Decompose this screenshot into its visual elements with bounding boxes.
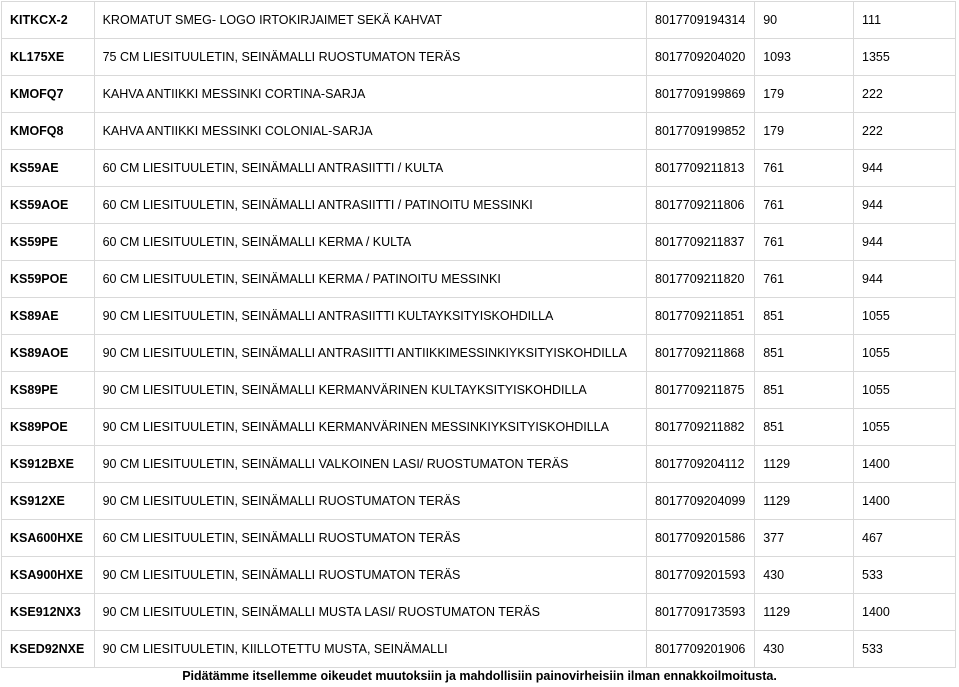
price-excl-vat: 851 bbox=[755, 372, 854, 409]
ean-code: 8017709211806 bbox=[647, 187, 755, 224]
price-incl-vat: 944 bbox=[854, 261, 956, 298]
product-description: 90 CM LIESITUULETIN, SEINÄMALLI MUSTA LASI/ RUOSTUMATON TERÄS bbox=[94, 594, 646, 631]
price-excl-vat: 761 bbox=[755, 150, 854, 187]
price-incl-vat: 533 bbox=[854, 631, 956, 668]
disclaimer-footer: Pidätämme itsellemme oikeudet muutoksiin ja mahdollisiin painovirheisiin ilman ennakkoilmoitusta. bbox=[182, 669, 777, 683]
ean-code: 8017709204112 bbox=[647, 446, 755, 483]
price-incl-vat: 533 bbox=[854, 557, 956, 594]
price-incl-vat: 111 bbox=[854, 2, 956, 39]
product-description: KAHVA ANTIIKKI MESSINKI CORTINA-SARJA bbox=[94, 76, 646, 113]
ean-code: 8017709194314 bbox=[647, 2, 755, 39]
table-row bbox=[2, 150, 956, 187]
price-excl-vat: 179 bbox=[755, 76, 854, 113]
product-description: 90 CM LIESITUULETIN, SEINÄMALLI RUOSTUMATON TERÄS bbox=[94, 557, 646, 594]
product-code: KL175XE bbox=[2, 39, 95, 76]
product-code: KS89PE bbox=[2, 372, 95, 409]
product-code: KS89AE bbox=[2, 298, 95, 335]
product-code: KSE912NX3 bbox=[2, 594, 95, 631]
product-code: KSED92NXE bbox=[2, 631, 95, 668]
price-excl-vat: 761 bbox=[755, 261, 854, 298]
table-row bbox=[2, 372, 956, 409]
product-code: KS912BXE bbox=[2, 446, 95, 483]
table-row bbox=[2, 2, 956, 39]
price-excl-vat: 430 bbox=[755, 631, 854, 668]
price-incl-vat: 1055 bbox=[854, 335, 956, 372]
price-table bbox=[1, 1, 956, 668]
product-code: KMOFQ7 bbox=[2, 76, 95, 113]
price-excl-vat: 851 bbox=[755, 409, 854, 446]
price-excl-vat: 1129 bbox=[755, 446, 854, 483]
ean-code: 8017709211868 bbox=[647, 335, 755, 372]
product-description: 90 CM LIESITUULETIN, SEINÄMALLI RUOSTUMATON TERÄS bbox=[94, 483, 646, 520]
product-code: KS59POE bbox=[2, 261, 95, 298]
product-code: KS89AOE bbox=[2, 335, 95, 372]
ean-code: 8017709211851 bbox=[647, 298, 755, 335]
product-code: KSA900HXE bbox=[2, 557, 95, 594]
price-incl-vat: 467 bbox=[854, 520, 956, 557]
product-description: 60 CM LIESITUULETIN, SEINÄMALLI KERMA / KULTA bbox=[94, 224, 646, 261]
table-row bbox=[2, 335, 956, 372]
product-description: 90 CM LIESITUULETIN, SEINÄMALLI ANTRASIITTI ANTIIKKIMESSINKIYKSITYISKOHDILLA bbox=[94, 335, 646, 372]
price-excl-vat: 1129 bbox=[755, 594, 854, 631]
product-code: KS59AOE bbox=[2, 187, 95, 224]
ean-code: 8017709211837 bbox=[647, 224, 755, 261]
table-row bbox=[2, 483, 956, 520]
price-incl-vat: 222 bbox=[854, 76, 956, 113]
price-excl-vat: 761 bbox=[755, 187, 854, 224]
price-incl-vat: 1055 bbox=[854, 409, 956, 446]
product-description: 90 CM LIESITUULETIN, SEINÄMALLI ANTRASIITTI KULTAYKSITYISKOHDILLA bbox=[94, 298, 646, 335]
table-row bbox=[2, 76, 956, 113]
table-row bbox=[2, 409, 956, 446]
product-description: 90 CM LIESITUULETIN, SEINÄMALLI KERMANVÄRINEN KULTAYKSITYISKOHDILLA bbox=[94, 372, 646, 409]
table-row bbox=[2, 520, 956, 557]
ean-code: 8017709211882 bbox=[647, 409, 755, 446]
price-excl-vat: 90 bbox=[755, 2, 854, 39]
ean-code: 8017709199852 bbox=[647, 113, 755, 150]
ean-code: 8017709201593 bbox=[647, 557, 755, 594]
product-code: KMOFQ8 bbox=[2, 113, 95, 150]
product-description: 60 CM LIESITUULETIN, SEINÄMALLI ANTRASIITTI / PATINOITU MESSINKI bbox=[94, 187, 646, 224]
price-excl-vat: 851 bbox=[755, 335, 854, 372]
table-row bbox=[2, 446, 956, 483]
table-row bbox=[2, 594, 956, 631]
price-incl-vat: 1055 bbox=[854, 298, 956, 335]
product-description: 90 CM LIESITUULETIN, KIILLOTETTU MUSTA, SEINÄMALLI bbox=[94, 631, 646, 668]
ean-code: 8017709201586 bbox=[647, 520, 755, 557]
price-incl-vat: 944 bbox=[854, 150, 956, 187]
ean-code: 8017709173593 bbox=[647, 594, 755, 631]
table-row bbox=[2, 113, 956, 150]
price-incl-vat: 222 bbox=[854, 113, 956, 150]
price-excl-vat: 430 bbox=[755, 557, 854, 594]
product-code: KSA600HXE bbox=[2, 520, 95, 557]
price-incl-vat: 1400 bbox=[854, 446, 956, 483]
price-excl-vat: 179 bbox=[755, 113, 854, 150]
product-description: 90 CM LIESITUULETIN, SEINÄMALLI KERMANVÄRINEN MESSINKIYKSITYISKOHDILLA bbox=[94, 409, 646, 446]
table-row bbox=[2, 224, 956, 261]
product-description: 75 CM LIESITUULETIN, SEINÄMALLI RUOSTUMATON TERÄS bbox=[94, 39, 646, 76]
product-code: KS59PE bbox=[2, 224, 95, 261]
ean-code: 8017709204099 bbox=[647, 483, 755, 520]
ean-code: 8017709199869 bbox=[647, 76, 755, 113]
ean-code: 8017709211820 bbox=[647, 261, 755, 298]
table-row bbox=[2, 557, 956, 594]
product-description: 90 CM LIESITUULETIN, SEINÄMALLI VALKOINEN LASI/ RUOSTUMATON TERÄS bbox=[94, 446, 646, 483]
table-row bbox=[2, 39, 956, 76]
table-row bbox=[2, 298, 956, 335]
ean-code: 8017709204020 bbox=[647, 39, 755, 76]
table-row bbox=[2, 631, 956, 668]
product-code: KS89POE bbox=[2, 409, 95, 446]
ean-code: 8017709211813 bbox=[647, 150, 755, 187]
price-excl-vat: 761 bbox=[755, 224, 854, 261]
price-excl-vat: 851 bbox=[755, 298, 854, 335]
ean-code: 8017709201906 bbox=[647, 631, 755, 668]
product-description: 60 CM LIESITUULETIN, SEINÄMALLI ANTRASIITTI / KULTA bbox=[94, 150, 646, 187]
price-incl-vat: 1055 bbox=[854, 372, 956, 409]
table-row bbox=[2, 187, 956, 224]
product-code: KS912XE bbox=[2, 483, 95, 520]
product-code: KS59AE bbox=[2, 150, 95, 187]
price-incl-vat: 944 bbox=[854, 224, 956, 261]
price-excl-vat: 377 bbox=[755, 520, 854, 557]
price-incl-vat: 1400 bbox=[854, 483, 956, 520]
price-incl-vat: 1355 bbox=[854, 39, 956, 76]
price-excl-vat: 1129 bbox=[755, 483, 854, 520]
product-description: KAHVA ANTIIKKI MESSINKI COLONIAL-SARJA bbox=[94, 113, 646, 150]
table-row bbox=[2, 261, 956, 298]
price-incl-vat: 1400 bbox=[854, 594, 956, 631]
product-description: 60 CM LIESITUULETIN, SEINÄMALLI RUOSTUMATON TERÄS bbox=[94, 520, 646, 557]
price-excl-vat: 1093 bbox=[755, 39, 854, 76]
product-description: KROMATUT SMEG- LOGO IRTOKIRJAIMET SEKÄ KAHVAT bbox=[94, 2, 646, 39]
ean-code: 8017709211875 bbox=[647, 372, 755, 409]
product-code: KITKCX-2 bbox=[2, 2, 95, 39]
product-description: 60 CM LIESITUULETIN, SEINÄMALLI KERMA / PATINOITU MESSINKI bbox=[94, 261, 646, 298]
price-incl-vat: 944 bbox=[854, 187, 956, 224]
